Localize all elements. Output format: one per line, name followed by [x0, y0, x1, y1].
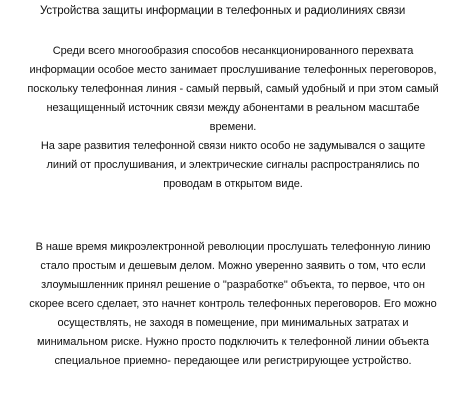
text-line: специальное приемно- передающее или регистрирующее устройство.: [54, 355, 412, 367]
document-title: Устройства защиты информации в телефонных и радиолиниях связи: [40, 5, 406, 17]
text-line: осуществлять, не заходя в помещение, при минимальных затратах и: [57, 317, 409, 329]
paragraph-intro: [0, 42, 466, 194]
text-line: скорее всего сделает, это начнет контроль телефонных переговоров. Его можно: [29, 298, 437, 310]
text-line: злоумышленник принял решение о "разработке" объекта, то первое, что он: [41, 279, 425, 291]
text-line: времени.: [209, 121, 257, 133]
text-line: информации особое место занимает прослушивание телефонных переговоров,: [29, 64, 437, 76]
text-line: минимальном риске. Нужно просто подключить к телефонной линии объекта: [36, 336, 430, 348]
text-line: стало простым и дешевым делом. Можно уверенно заявить о том, что если: [40, 260, 426, 272]
text-line: На заре развития телефонной связи никто особо не задумывался о защите: [40, 140, 426, 152]
paragraph-modern-era: [0, 238, 466, 371]
text-line: проводам в открытом виде.: [163, 178, 303, 190]
text-line: В наше время микроэлектронной революции прослушать телефонную линию: [35, 241, 431, 253]
text-line: линий от прослушивания, и электрические сигналы распространялись по: [46, 159, 420, 171]
text-line: Среди всего многообразия способов несанкционированного перехвата: [52, 45, 414, 57]
text-line: незащищенный источник связи между абонентами в реальном масштабе: [46, 102, 420, 114]
text-line: поскольку телефонная линия - самый первый, самый удобный и при этом самый: [27, 83, 439, 95]
